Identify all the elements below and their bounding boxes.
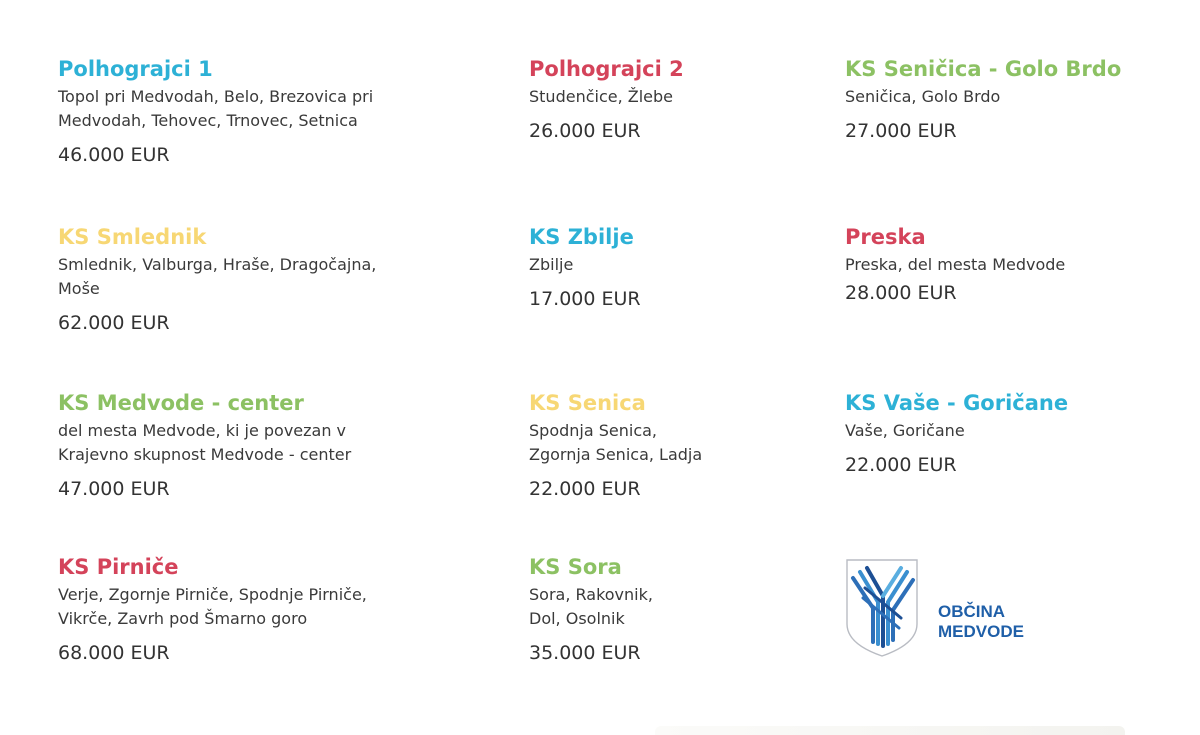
community-title: KS Smlednik [58, 225, 207, 249]
community-polhograjci-2 [529, 55, 829, 144]
community-places: Verje, Zgornje Pirniče, Spodnje Pirniče, Vikrče, Zavrh pod Šmarno goro [58, 585, 367, 628]
community-ks-zbilje [529, 223, 829, 312]
community-places: del mesta Medvode, ki je povezan v Krajevno skupnost Medvode - center [58, 421, 352, 464]
obcina-medvode-logo [843, 556, 1063, 660]
community-places: Studenčice, Žlebe [529, 87, 674, 106]
community-places: Vaše, Goričane [845, 421, 965, 440]
community-places: Sora, Rakovnik, Dol, Osolnik [529, 585, 653, 628]
community-places: Smlednik, Valburga, Hraše, Dragočajna, Moše [58, 255, 377, 298]
community-amount: 46.000 EUR [58, 144, 170, 166]
community-ks-sora [529, 553, 829, 666]
community-preska [845, 223, 1165, 306]
community-ks-senicica-golo-brdo [845, 55, 1165, 144]
logo-line-1: OBČINA [938, 602, 1006, 621]
community-title: KS Pirniče [58, 555, 179, 579]
community-amount: 27.000 EUR [845, 120, 957, 142]
logo-text [938, 602, 1024, 642]
medvode-crest-icon [843, 556, 923, 660]
community-amount: 22.000 EUR [845, 454, 957, 476]
community-amount: 22.000 EUR [529, 478, 641, 500]
community-ks-pirnice [58, 553, 458, 666]
community-places: Spodnja Senica, Zgornja Senica, Ladja [529, 421, 703, 464]
community-ks-senica [529, 389, 829, 502]
community-amount: 47.000 EUR [58, 478, 170, 500]
community-amount: 62.000 EUR [58, 312, 170, 334]
community-ks-medvode-center [58, 389, 458, 502]
community-places: Zbilje [529, 255, 574, 274]
community-ks-vase-goricane [845, 389, 1165, 478]
community-title: KS Seničica - Golo Brdo [845, 57, 1122, 81]
community-title: KS Zbilje [529, 225, 634, 249]
community-polhograjci-1 [58, 55, 458, 168]
community-places: Topol pri Medvodah, Belo, Brezovica pri Medvodah, Tehovec, Trnovec, Setnica [58, 87, 374, 130]
community-places: Preska, del mesta Medvode [845, 255, 1066, 274]
community-places: Seničica, Golo Brdo [845, 87, 1001, 106]
community-title: KS Vaše - Goričane [845, 391, 1069, 415]
community-amount: 26.000 EUR [529, 120, 641, 142]
community-title: KS Medvode - center [58, 391, 304, 415]
community-ks-smlednik [58, 223, 458, 336]
logo-line-2: MEDVODE [938, 622, 1024, 641]
community-title: KS Senica [529, 391, 646, 415]
community-title: Preska [845, 225, 926, 249]
bottom-decor-strip [655, 726, 1125, 735]
community-amount: 68.000 EUR [58, 642, 170, 664]
community-amount: 17.000 EUR [529, 288, 641, 310]
community-title: Polhograjci 2 [529, 57, 684, 81]
community-amount: 35.000 EUR [529, 642, 641, 664]
community-title: KS Sora [529, 555, 622, 579]
community-title: Polhograjci 1 [58, 57, 213, 81]
community-amount: 28.000 EUR [845, 282, 957, 304]
